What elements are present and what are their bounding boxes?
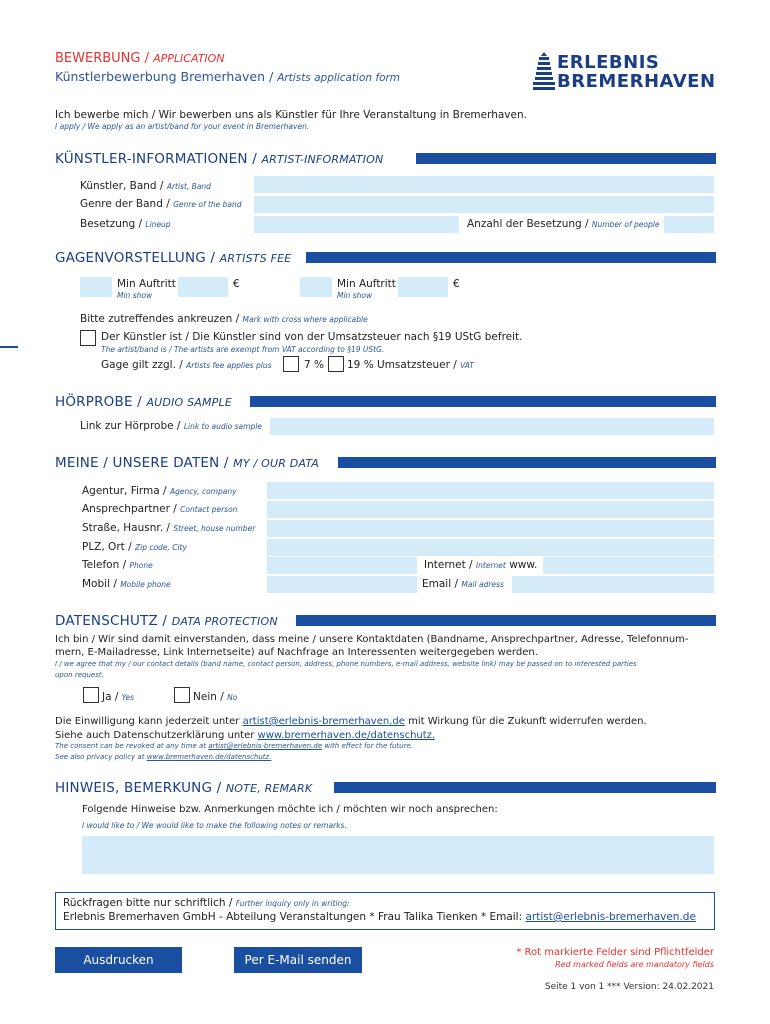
fee-min-field-1[interactable] <box>80 277 112 297</box>
margin-mark <box>0 346 18 348</box>
section-notes: HINWEIS, BEMERKUNG / NOTE, REMARK <box>55 780 313 796</box>
street-label: Straße, Hausnr. / Street, house number <box>82 522 256 534</box>
revoke-email-link-en[interactable]: artist@erlebnis-bremerhaven.de <box>208 742 323 750</box>
street-field[interactable] <box>267 520 714 537</box>
policy-link-en[interactable]: www.bremerhaven.de/datenschutz. <box>146 753 272 761</box>
people-field[interactable] <box>664 216 714 233</box>
fee-min-label-1-en: Min show <box>117 291 153 300</box>
send-email-button[interactable]: Per E-Mail senden <box>234 947 362 973</box>
intro-text: Ich bewerbe mich / Wir bewerben uns als Künstler für Ihre Veranstaltung in Bremerhaven. <box>55 109 527 121</box>
email-label: Email / Mail adress <box>422 578 504 590</box>
consent-text-1: Ich bin / Wir sind damit einverstanden, dass meine / unsere Kontaktdaten (Bandname, Ansprechpartner, Adresse, Telefonnum- <box>55 634 689 645</box>
section-my-data: MEINE / UNSERE DATEN / MY / OUR DATA <box>55 455 319 471</box>
erlebnis-bremerhaven-logo <box>533 52 718 92</box>
consent-yes-label: Ja / Yes <box>102 691 135 703</box>
consent-text-en-1: I / we agree that my / our contact details (band name, contact person, address, phone numbers, e-mail address, website link) may be passed on to interested parties <box>55 660 637 668</box>
internet-label: Internet / Internet www. <box>424 559 538 571</box>
lighthouse-icon <box>533 52 555 90</box>
required-note: * Rot markierte Felder sind Pflichtfelder <box>516 947 714 958</box>
page-footer: Seite 1 von 1 *** Version: 24.02.2021 <box>544 982 714 992</box>
lineup-label: Besetzung / Lineup <box>80 218 171 230</box>
required-note-en: Red marked fields are mandatory fields <box>555 960 714 969</box>
section-bar <box>306 252 716 263</box>
phone-label: Telefon / Phone <box>82 559 153 571</box>
fee-min-label-2: Min Auftritt <box>337 278 396 290</box>
fee-min-field-2[interactable] <box>300 277 332 297</box>
artist-field[interactable] <box>254 176 714 193</box>
fee-min-label-2-en: Min show <box>337 291 373 300</box>
page-subtitle: Künstlerbewerbung Bremerhaven / Artists application form <box>55 69 401 84</box>
fee-amount-field-2[interactable] <box>398 277 448 297</box>
notes-textarea[interactable] <box>82 836 714 874</box>
contact-label: Ansprechpartner / Contact person <box>82 503 238 515</box>
mobile-field[interactable] <box>267 576 417 593</box>
genre-field[interactable] <box>254 196 714 213</box>
print-button[interactable]: Ausdrucken <box>55 947 182 973</box>
policy-link[interactable]: www.bremerhaven.de/datenschutz. <box>257 730 436 741</box>
section-artist-info: KÜNSTLER-INFORMATIONEN / ARTIST-INFORMATION <box>55 151 384 167</box>
revoke-text: Die Einwilligung kann jederzeit unter artist@erlebnis-bremerhaven.de mit Wirkung für die Zukunft widerrufen werden. <box>55 716 647 727</box>
section-bar <box>338 457 716 468</box>
intro-text-en: I apply / We apply as an artist/band for your event in Bremerhaven. <box>55 122 310 131</box>
fee-amount-field-1[interactable] <box>178 277 228 297</box>
policy-text-en: See also privacy policy at www.bremerhaven.de/datenschutz. <box>55 753 272 761</box>
vat-exempt-checkbox[interactable] <box>80 330 96 346</box>
mobile-label: Mobil / Mobile phone <box>82 578 171 590</box>
section-bar <box>250 396 716 407</box>
zip-field[interactable] <box>267 539 714 556</box>
section-bar <box>296 615 716 626</box>
policy-text: Siehe auch Datenschutzerklärung unter www.bremerhaven.de/datenschutz. <box>55 730 436 741</box>
people-label: Anzahl der Besetzung / Number of people <box>467 218 660 230</box>
consent-text-en-2: upon request. <box>55 671 104 679</box>
currency-1: € <box>233 278 240 290</box>
check-instruction: Bitte zutreffendes ankreuzen / Mark with cross where applicable <box>80 313 368 325</box>
notes-prompt: Folgende Hinweise bzw. Anmerkungen möchte ich / möchten wir noch ansprechen: <box>82 804 498 815</box>
consent-no-checkbox[interactable] <box>174 687 190 703</box>
notes-prompt-en: I would like to / We would like to make the following notes or remarks. <box>82 821 347 830</box>
consent-no-label: Nein / No <box>193 691 238 703</box>
currency-2: € <box>453 278 460 290</box>
fee-min-label-1: Min Auftritt <box>117 278 176 290</box>
vat-exempt-label-en: The artist/band is / The artists are exempt from VAT according to §19 UStG. <box>101 345 385 354</box>
lineup-field[interactable] <box>254 216 459 233</box>
audio-link-field[interactable] <box>270 418 714 435</box>
zip-label: PLZ, Ort / Zip code, City <box>82 541 187 553</box>
agency-label: Agentur, Firma / Agency, company <box>82 485 237 497</box>
inquiry-line2: Erlebnis Bremerhaven GmbH - Abteilung Veranstaltungen * Frau Talika Tienken * Email: artist@erlebnis-bremerhaven.de <box>63 911 696 923</box>
section-privacy: DATENSCHUTZ / DATA PROTECTION <box>55 613 278 629</box>
audio-label: Link zur Hörprobe / Link to audio sample <box>80 420 262 432</box>
logo-text-line1: ERLEBNIS <box>557 52 660 73</box>
section-fee: GAGENVORSTELLUNG / ARTISTS FEE <box>55 250 292 266</box>
vat-19-checkbox[interactable] <box>328 356 344 372</box>
logo-text-line2: BREMERHAVEN <box>557 71 716 92</box>
vat-19-label: 19 % Umsatzsteuer / VAT <box>347 359 474 371</box>
consent-yes-checkbox[interactable] <box>83 687 99 703</box>
inquiry-email-link[interactable]: artist@erlebnis-bremerhaven.de <box>525 911 696 923</box>
vat-exempt-label: Der Künstler ist / Die Künstler sind von der Umsatzsteuer nach §19 UStG befreit. <box>101 331 523 343</box>
section-bar <box>334 782 716 793</box>
page-title: BEWERBUNG / APPLICATION <box>55 51 225 66</box>
fee-plus-label: Gage gilt zzgl. / Artists fee applies plus <box>101 359 272 371</box>
genre-label: Genre der Band / Genre of the band <box>80 198 242 210</box>
inquiry-line1: Rückfragen bitte nur schriftlich / Further inquiry only in writing: <box>63 897 350 909</box>
consent-text-2: mern, E-Mailadresse, Link Internetseite) auf Nachfrage an Interessenten weitergegeben werden. <box>55 647 538 658</box>
phone-field[interactable] <box>267 557 417 574</box>
section-bar <box>416 153 716 164</box>
revoke-text-en: The consent can be revoked at any time at artist@erlebnis-bremerhaven.de with effect for the future. <box>55 742 414 750</box>
email-field[interactable] <box>512 576 714 593</box>
artist-label: Künstler, Band / Artist, Band <box>80 180 211 192</box>
agency-field[interactable] <box>267 482 714 499</box>
vat-7-label: 7 % <box>304 359 324 371</box>
revoke-email-link[interactable]: artist@erlebnis-bremerhaven.de <box>242 716 405 727</box>
section-audio: HÖRPROBE / AUDIO SAMPLE <box>55 394 232 410</box>
vat-7-checkbox[interactable] <box>283 356 299 372</box>
contact-field[interactable] <box>267 501 714 518</box>
internet-field[interactable] <box>543 557 714 574</box>
